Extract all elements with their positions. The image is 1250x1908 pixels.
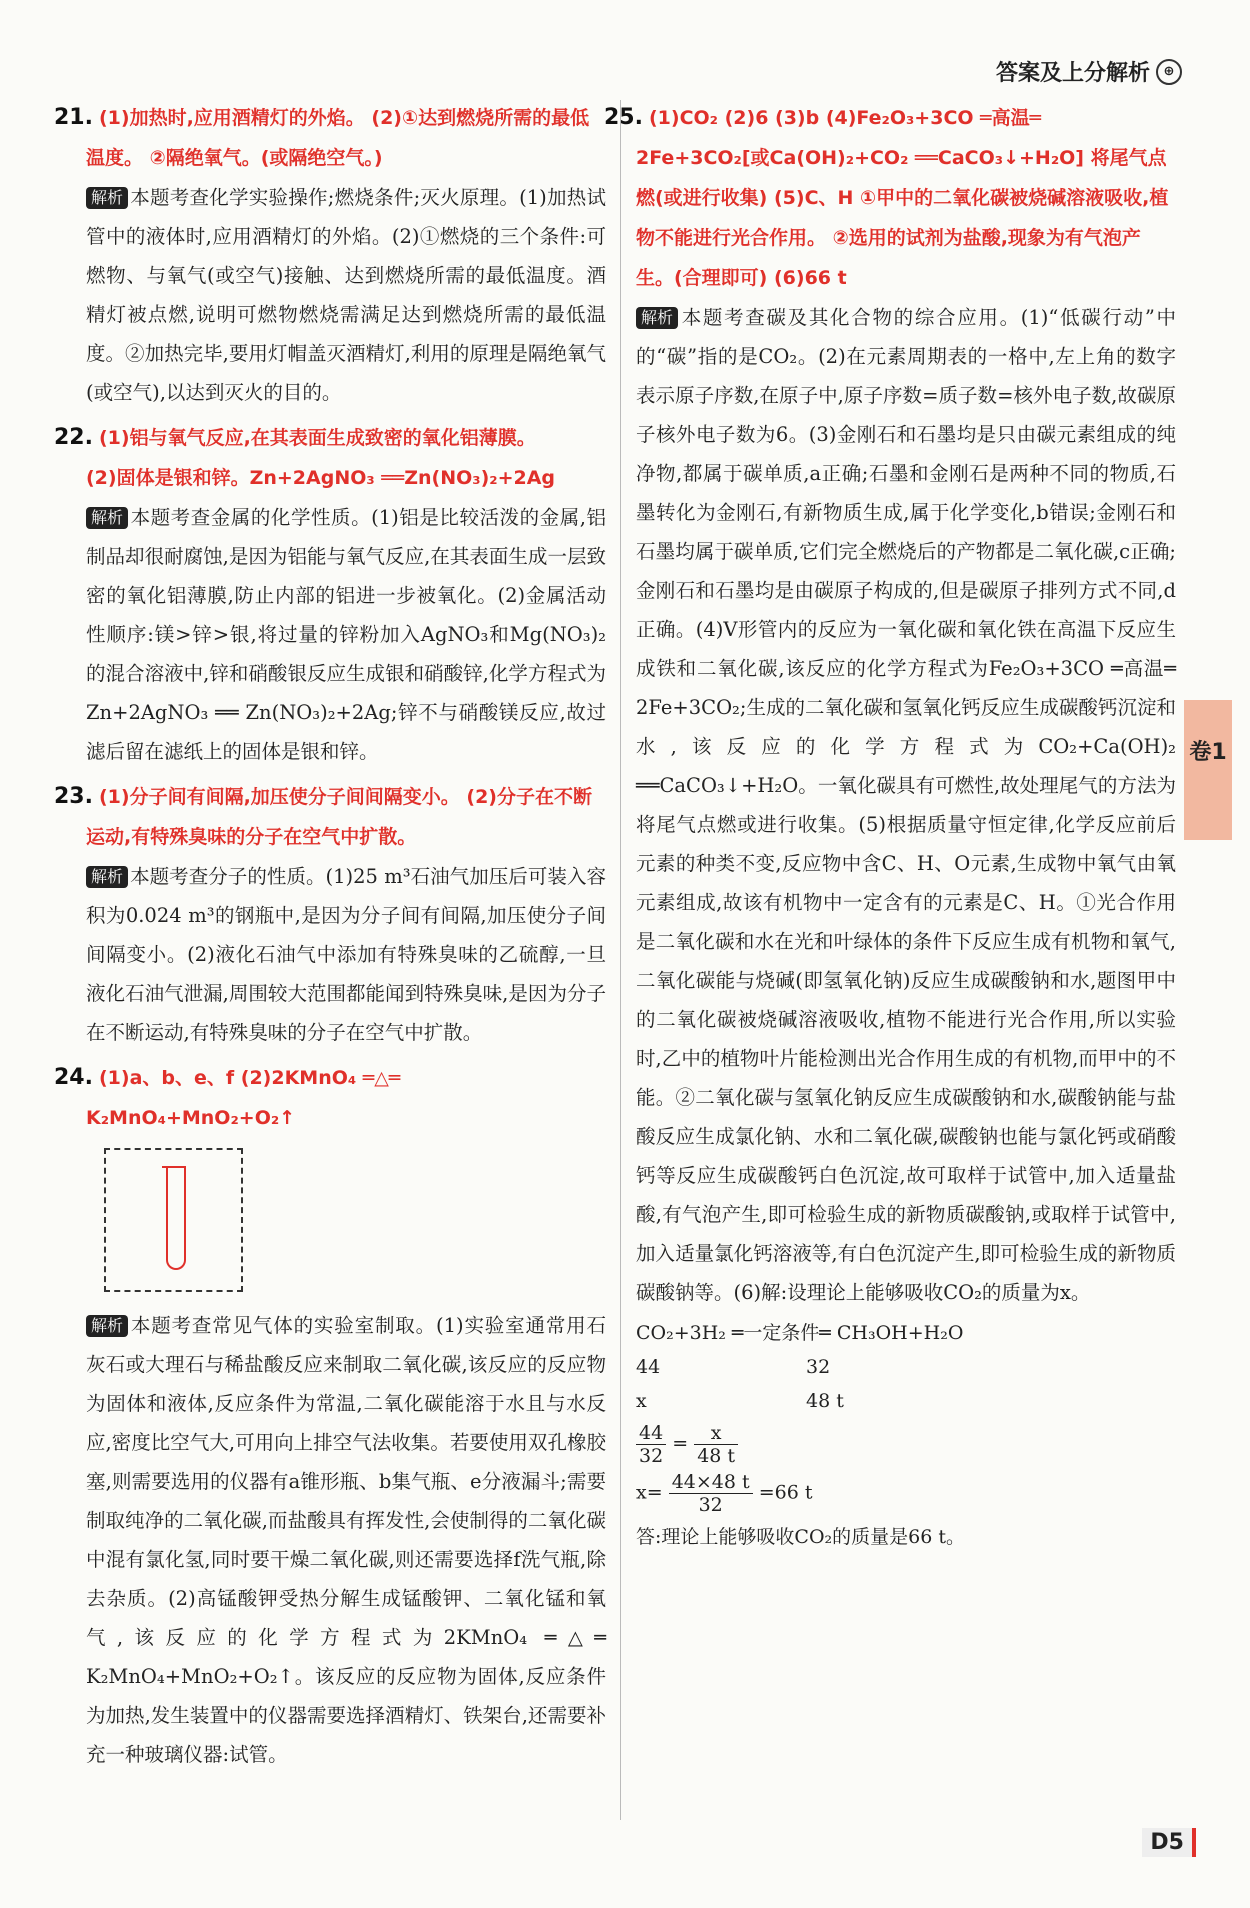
actual-mass-row [636,1384,1176,1418]
question-23 [54,777,606,1052]
solution [636,1471,1176,1516]
question-number: 24. [54,1065,93,1090]
test-tube-diagram [104,1148,243,1292]
solve-result: =66 t [758,1481,813,1504]
right-column [604,98,1176,1560]
calc-value: 48 t [806,1390,844,1412]
calc-value: 32 [806,1356,831,1378]
analysis-text: 本题考查分子的性质。(1)25 m³石油气加压后可装入容积为0.024 m³的钢瓶中,是因为分子间有间隔,加压使分子间间隔变小。(2)液化石油气中添加有特殊臭味的乙硫醇,一旦液化石油气泄漏,周围较大范围都能闻到特殊臭味,是因为分子在不断运动,有特殊臭味的分子在空气中扩散。 [86,865,606,1044]
calculation-block [636,1316,1176,1554]
analysis-text: 本题考查碳及其化合物的综合应用。(1)“低碳行动”中的“碳”指的是CO₂。(2)在元素周期表的一格中,左上角的数字表示原子序数,在原子中,原子序数=质子数=核外电子数,故碳原子核外电子数为6。(3)金刚石和石墨均是只由碳元素组成的纯净物,都属于碳单质,a正确;石墨和金刚石是两种不同的物质,石墨转化为金刚石,有新物质生成,属于化学变化,b错误;金刚石和石墨均属于碳单质,它们完全燃烧后的产物都是二氧化碳,c正确;金刚石和石墨均是由碳原子构成的,但是碳原子排列方式不同,d正确。(4)V形管内的反应为一氧化碳和氧化铁在高温下反应生成铁和二氧化碳,该反应的化学方程式为Fe₂O₃+3CO ═高温═ 2Fe+3CO₂;生成的二氧化碳和氢氧化钙反应生成碳酸钙沉淀和水,该反应的化学方程式为CO₂+Ca(OH)₂ ══CaCO₃↓+H₂O。一氧化碳具有可燃性,故处理尾气的方法为将尾气点燃或进行收集。(5)根据质量守恒定律,化学反应前后元素的种类不变,反应物中含C、H、O元素,生成物中氧气由氧元素组成,故该有机物中一定含有的元素是C、H。①光合作用是二氧化碳和水在光和叶绿体的条件下反应生成有机物和氧气,二氧化碳能与烧碱(即氢氧化钠)反应生成碳酸钠和水,题图甲中的二氧化碳被烧碱溶液吸收,植物不能进行光合作用,所以实验时,乙中的植物叶片能检测出光合作用生成的有机物,而甲中的不能。②二氧化碳与氢氧化钠反应生成碳酸钠和水,碳酸钠能与盐酸反应生成氯化钠、水和二氧化碳,碳酸钠也能与氯化钙或硝酸钙等反应生成碳酸钙白色沉淀,故可取样于试管中,加入适量盐酸,有气泡产生,即可检验生成的新物质碳酸钠,或取样于试管中,加入适量氯化钙溶液等,有白色沉淀产生,即可检验生成的新物质碳酸钠等。(6)解:设理论上能够吸收CO₂的质量为x。 [636,306,1176,1304]
numerator: 44×48 t [669,1471,753,1494]
question-24 [54,1058,606,1774]
conclusion: 答:理论上能够吸收CO₂的质量是66 t。 [636,1526,965,1548]
fraction [636,1422,666,1467]
analysis-tag: 解析 [86,187,128,209]
fraction [694,1422,738,1467]
question-number: 25. [604,105,643,130]
denominator: 32 [698,1494,723,1516]
analysis-text: 本题考查金属的化学性质。(1)铝是比较活泼的金属,铝制品却很耐腐蚀,是因为铝能与氧气反应,在其表面生成一层致密的氧化铝薄膜,防止内部的铝进一步被氧化。(2)金属活动性顺序:镁>锌>银,将过量的锌粉加入AgNO₃和Mg(NO₃)₂的混合溶液中,锌和硝酸银反应生成银和硝酸锌,化学方程式为Zn+2AgNO₃ ══ Zn(NO₃)₂+2Ag;锌不与硝酸镁反应,故过滤后留在滤纸上的固体是银和锌。 [86,506,606,763]
calc-value: 44 [636,1356,661,1378]
page-number: D5 [1142,1828,1196,1857]
analysis-tag: 解析 [86,866,128,888]
answer-text: (1)CO₂ (2)6 (3)b (4)Fe₂O₃+3CO ═高温═ 2Fe+3CO₂[或Ca(OH)₂+CO₂ ══CaCO₃↓+H₂O] 将尾气点燃(或进行收集) (5)C、H ①甲中的二氧化碳被烧碱溶液吸收,植物不能进行光合作用。 ②选用的试剂为盐酸,现象为有气泡产生。(合理即可) (6)66 t [636,107,1169,289]
mass-ratio-row [636,1350,1176,1384]
solve-prefix: x= [636,1481,663,1504]
answer-text: (2)固体是银和锌。Zn+2AgNO₃ ══Zn(NO₃)₂+2Ag [86,467,556,489]
calc-value: x [636,1390,647,1412]
answer-text: (1)分子间有间隔,加压使分子间间隔变小。 (2)分子在不断运动,有特殊臭味的分子在空气中扩散。 [86,786,592,848]
answer-text: (1)a、b、e、f (2)2KMnO₄ ═△═ K₂MnO₄+MnO₂+O₂↑ [86,1067,401,1129]
analysis-tag: 解析 [86,507,128,529]
analysis-text: 本题考查化学实验操作;燃烧条件;灭火原理。(1)加热试管中的液体时,应用酒精灯的外焰。(2)①燃烧的三个条件:可燃物、与氧气(或空气)接触、达到燃烧所需的最低温度。酒精灯被点燃,说明可燃物燃烧需满足达到燃烧所需的最低温度。②加热完毕,要用灯帽盖灭酒精灯,利用的原理是隔绝氧气(或空气),以达到灭火的目的。 [86,186,606,404]
numerator: x [694,1422,738,1445]
test-tube-icon [166,1168,186,1270]
denominator: 32 [639,1445,664,1467]
question-22 [54,418,606,771]
header-title: 答案及上分解析 [995,61,1150,86]
side-tab: 卷1 [1184,700,1232,840]
fraction [669,1471,753,1516]
denominator: 48 t [697,1445,736,1467]
analysis-tag: 解析 [636,307,678,329]
globe-icon: ⊕ [1156,59,1182,85]
column-divider [620,100,621,1820]
question-21 [54,98,606,412]
question-number: 23. [54,784,93,809]
question-number: 22. [54,425,93,450]
page-header [996,56,1182,87]
analysis-text: 本题考查常见气体的实验室制取。(1)实验室通常用石灰石或大理石与稀盐酸反应来制取二氧化碳,该反应的反应物为固体和液体,反应条件为常温,二氧化碳能溶于水且与水反应,密度比空气大,可用向上排空气法收集。若要使用双孔橡胶塞,则需要选用的仪器有a锥形瓶、b集气瓶、e分液漏斗;需要制取纯净的二氧化碳,而盐酸具有挥发性,会使制得的二氧化碳中混有氯化氢,同时要干燥二氧化碳,则还需要选择f洗气瓶,除去杂质。(2)高锰酸钾受热分解生成锰酸钾、二氧化锰和氧气,该反应的化学方程式为2KMnO₄ ═△═ K₂MnO₄+MnO₂+O₂↑。该反应的反应物为固体,反应条件为加热,发生装置中的仪器需要选择酒精灯、铁架台,还需要补充一种玻璃仪器:试管。 [86,1314,606,1766]
question-25 [604,98,1176,1554]
answer-text: (1)铝与氧气反应,在其表面生成致密的氧化铝薄膜。 [98,427,536,449]
question-number: 21. [54,105,93,130]
numerator: 44 [636,1422,666,1445]
reaction-equation: CO₂+3H₂ ═一定条件═ CH₃OH+H₂O [636,1322,964,1344]
proportion: $\frac{44}{32}$ = $\frac{x}{48 t}$ [636,1422,1176,1467]
analysis-tag: 解析 [86,1315,128,1337]
answer-text: (1)加热时,应用酒精灯的外焰。 (2)①达到燃烧所需的最低温度。 ②隔绝氧气。(或隔绝空气。) [86,107,590,169]
left-column [54,98,606,1780]
